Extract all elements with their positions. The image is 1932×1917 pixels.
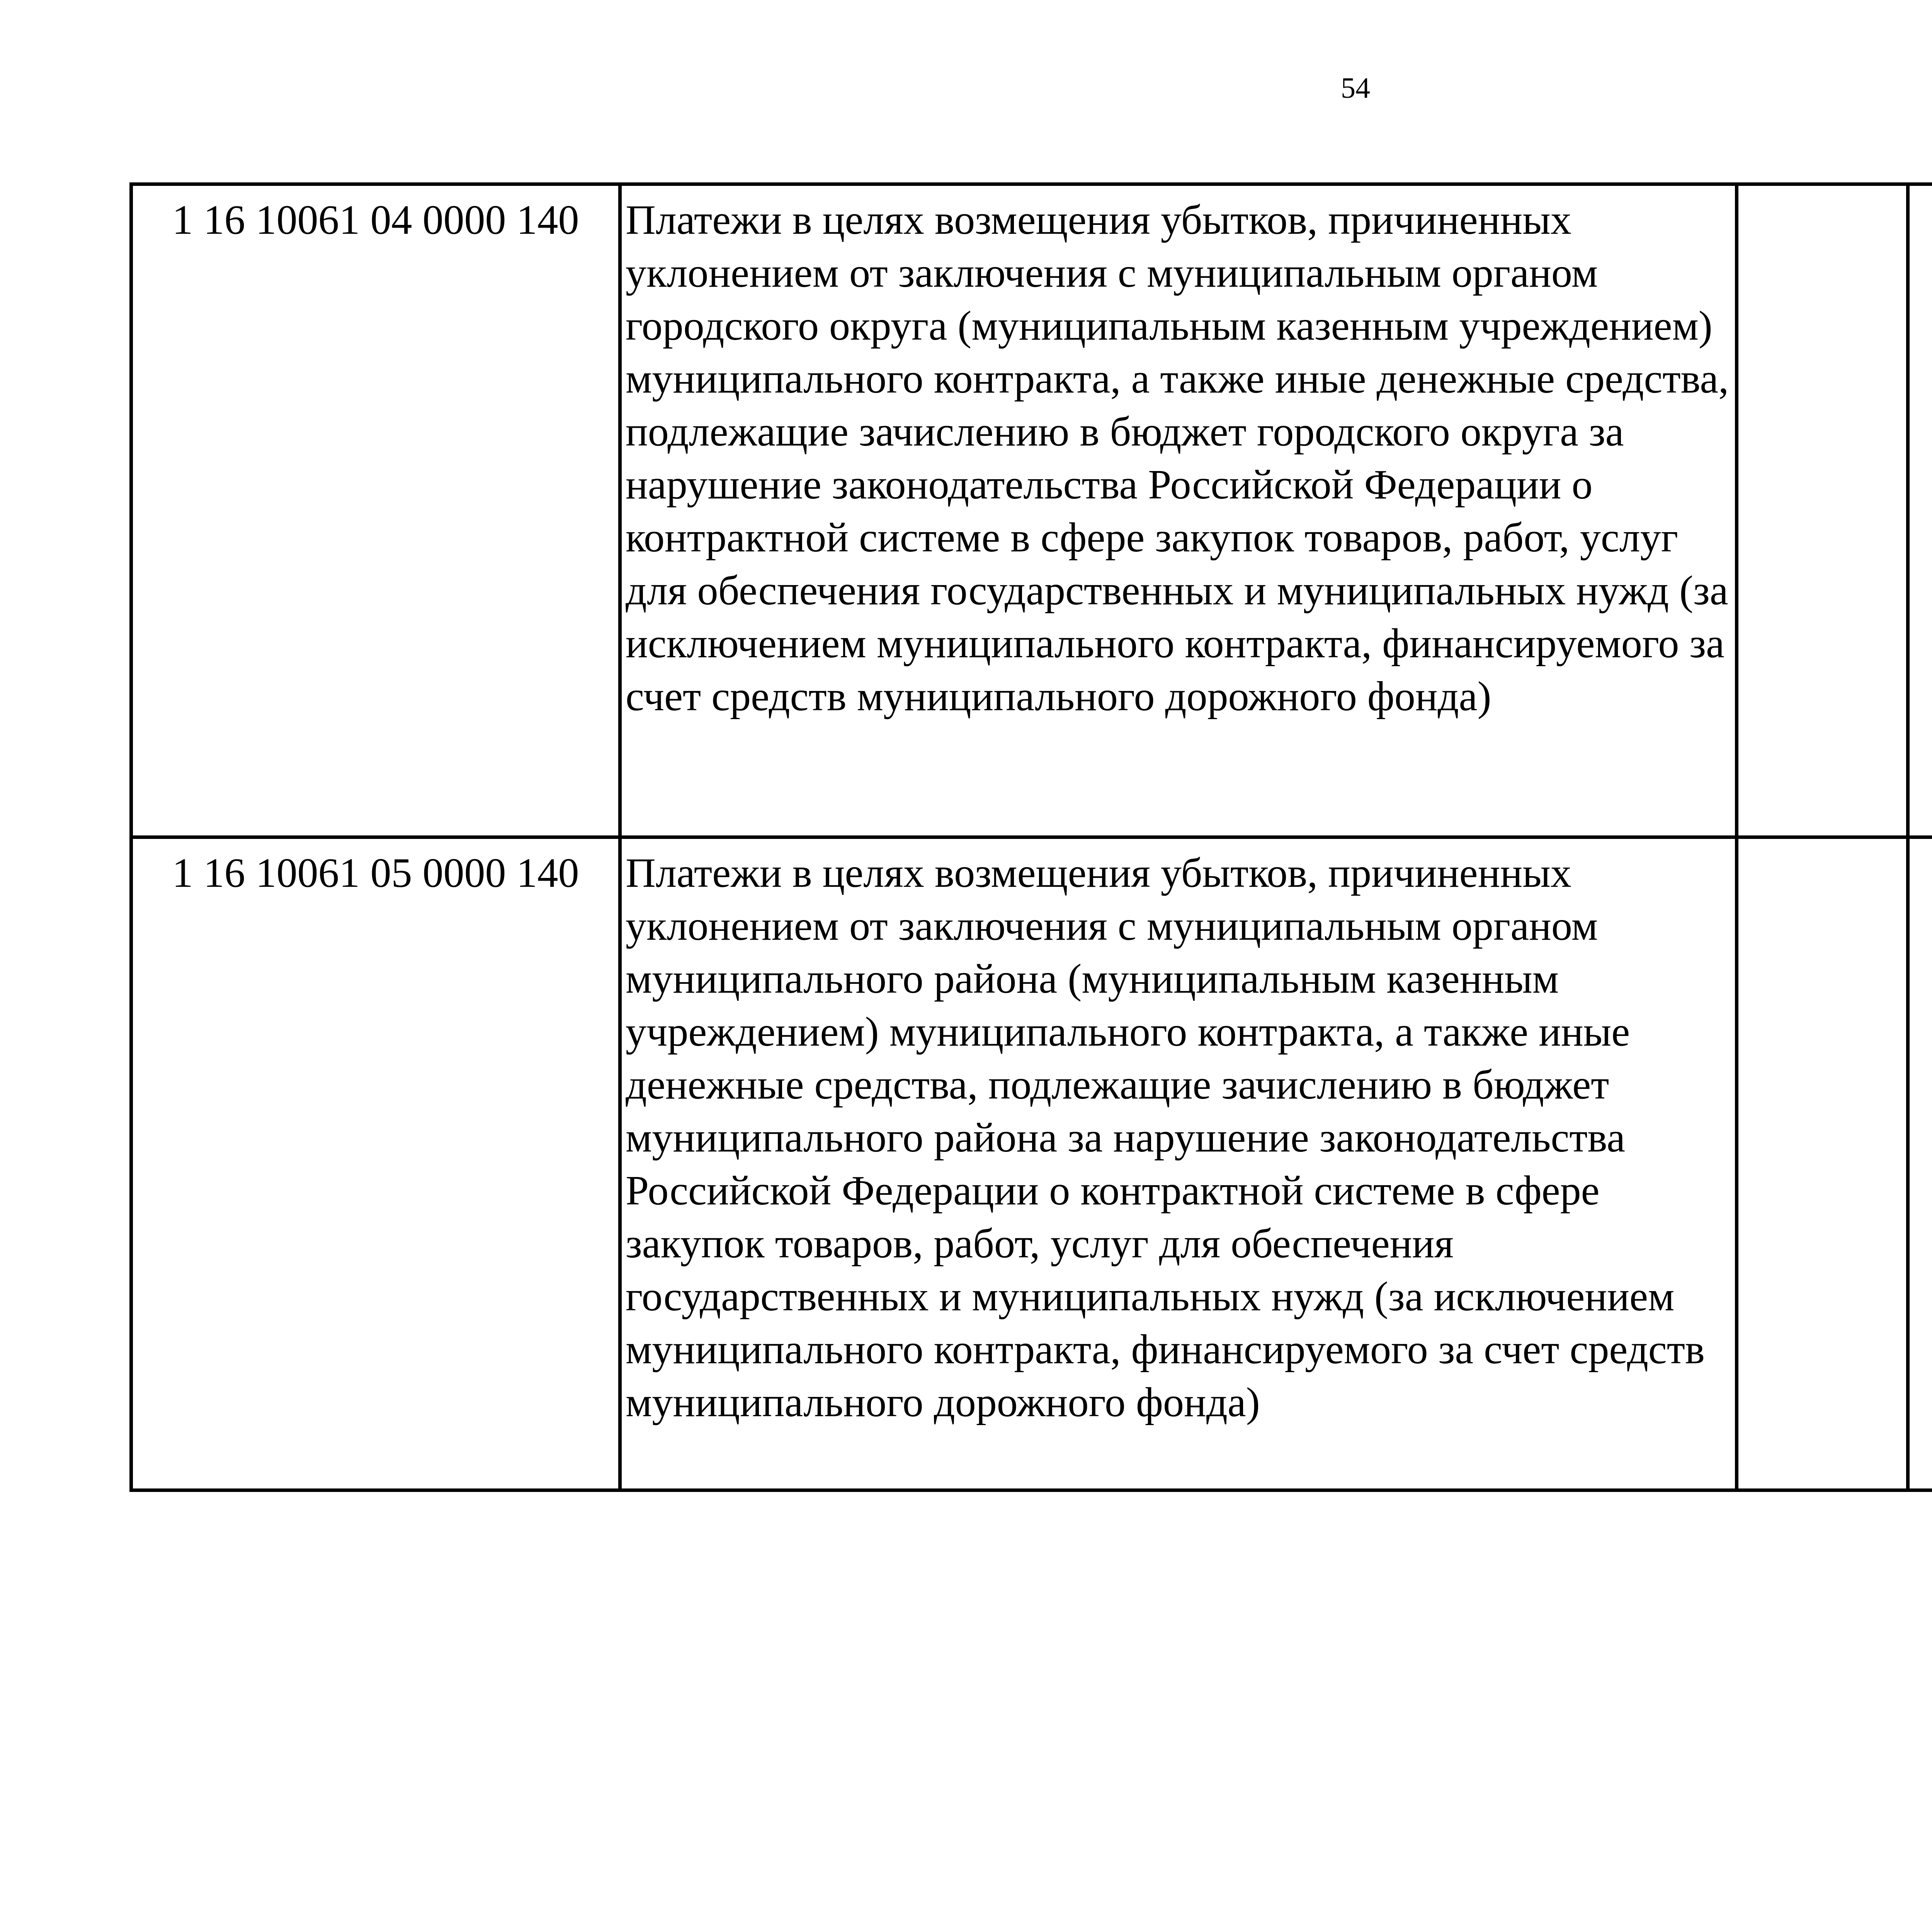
description-cell: Платежи в целях возмещения убытков, причиненных уклонением от заключения с муниципальным органом муниципального района (муниципальным казенным учреждением) муниципального контракта, а также иные денежные средства, подлежащие зачислению в бюджет муниципального района за нарушение законодательства Российской Федерации о контрактной системе в сфере закупок товаров, работ, услуг для обеспечения государственных и муниципальных нужд (за исключением муниципального контракта, финансируемого за счет средств муниципального дорожного фонда) [620,837,1737,1490]
value-cell-2 [1908,837,1932,1490]
value-cell-1 [1737,184,1908,837]
budget-code-cell: 1 16 10061 05 0000 140 [131,837,620,1490]
budget-code-cell: 1 16 10061 04 0000 140 [131,184,620,837]
value-cell-2 [1908,184,1932,837]
table-row [131,184,1932,837]
description-cell: Платежи в целях возмещения убытков, причиненных уклонением от заключения с муниципальным органом городского округа (муниципальным казенным учреждением) муниципального контракта, а также иные денежные средства, подлежащие зачислению в бюджет городского округа за нарушение законодательства Российской Федерации о контрактной системе в сфере закупок товаров, работ, услуг для обеспечения государственных и муниципальных нужд (за исключением муниципального контракта, финансируемого за счет средств муниципального дорожного фонда) [620,184,1737,837]
table-row [131,837,1932,1490]
budget-revenue-table [129,182,1932,1492]
page-number: 54 [1341,72,1370,104]
value-cell-1 [1737,837,1908,1490]
